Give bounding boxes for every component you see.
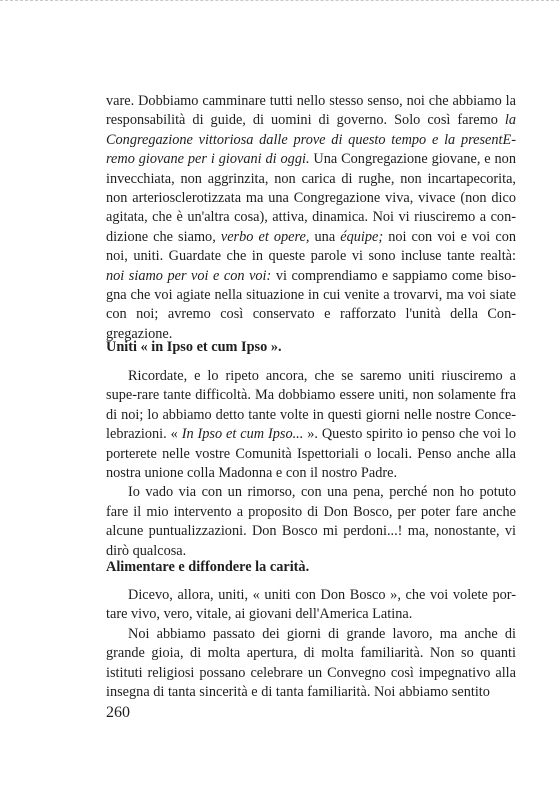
paragraph-1-italic-1: la Congregazione vittoriosa dalle prove di questo tempo e la presentE-remo giovane per i giovani di oggi. [106, 112, 516, 168]
paragraph-5: Noi abbiamo passato dei giorni di grande lavoro, ma anche di grande gioia, di molta apertura, di molta familiarità. Non so quanti istituti religiosi possano celebrare un Convegno così impegnativo alla insegna di tanta sincerità e di tanta familiarità. Noi abbiamo sentito [106, 625, 516, 701]
paragraph-3: Io vado via con un rimorso, con una pena, perché non ho potuto fare il mio intervento a proposito di Don Bosco, per poter fare anche alcune puntualizzazioni. Don Bosco mi perdoni...! ma, nonostante, vi dirò qualcosa. [106, 484, 516, 559]
body-text-bottom [106, 586, 516, 702]
page-number: 260 [106, 704, 130, 721]
page-top-edge [0, 0, 559, 4]
paragraph-2-part-1: Ricordate, e lo ripeto ancora, che se saremo uniti riusciremo a supe-rare tante difficoltà. Ma dobbiamo essere uniti, non solamente fra di noi; lo abbiamo detto tante volte in questi giorni nelle nostre Conce-lebrazioni. « [106, 368, 516, 443]
paragraph-1-part-3: una [309, 228, 341, 245]
paragraph-1-italic-3: équipe; [340, 228, 384, 245]
paragraph-2 [106, 367, 516, 483]
body-text-top [106, 92, 516, 344]
paragraph-1-part-4: noi con voi e voi con noi, uniti. Guardate che in queste parole vi sono incluse tante realtà: [106, 228, 516, 265]
paragraph-1-part-1: vare. Dobbiamo camminare tutti nello stesso senso, noi che abbiamo la responsabilità di guide, di uomini di governo. Solo così faremo [106, 93, 516, 129]
body-text-middle [106, 367, 516, 561]
paragraph-1-italic-2: verbo et opere, [220, 228, 310, 245]
paragraph-1-part-5: vi comprendiamo e sappiamo come biso-gna che voi agiate nella situazione in cui venite a trovarvi, ma voi siate con noi; avremo così conservato e rafforzato l'unità della Con-gregazione. [106, 267, 516, 342]
section-heading-alimentare: Alimentare e diffondere la carità. [106, 559, 310, 575]
paragraph-2-italic-1: In Ipso et cum Ipso... [181, 426, 304, 443]
paragraph-4: Dicevo, allora, uniti, « uniti con Don Bosco », che voi volete por-tare vivo, vero, vitale, ai giovani dell'America Latina. [106, 587, 516, 623]
paragraph-1-part-2: Una Congregazione giovane, e non invecchiata, non aggrinzita, non carica di rughe, non incartapecorita, non arteriosclerotizzata ma una Congregazione viva, vivace (non dico agitata, che è un'altra cosa), attiva, dinamica. Noi vi riusciremo a con-dizione che siamo, [106, 151, 516, 245]
paragraph-1-italic-4: noi siamo per voi e con voi: [106, 267, 272, 284]
section-heading-uniti: Uniti « in Ipso et cum Ipso ». [106, 339, 282, 355]
paragraph-1 [106, 92, 516, 344]
paragraph-2-part-2: ». Questo spirito io penso che voi lo porterete nelle vostre Comunità Ispettoriali o locali. Penso anche alla nostra unione colla Madonna e con il nostro Padre. [106, 426, 516, 482]
